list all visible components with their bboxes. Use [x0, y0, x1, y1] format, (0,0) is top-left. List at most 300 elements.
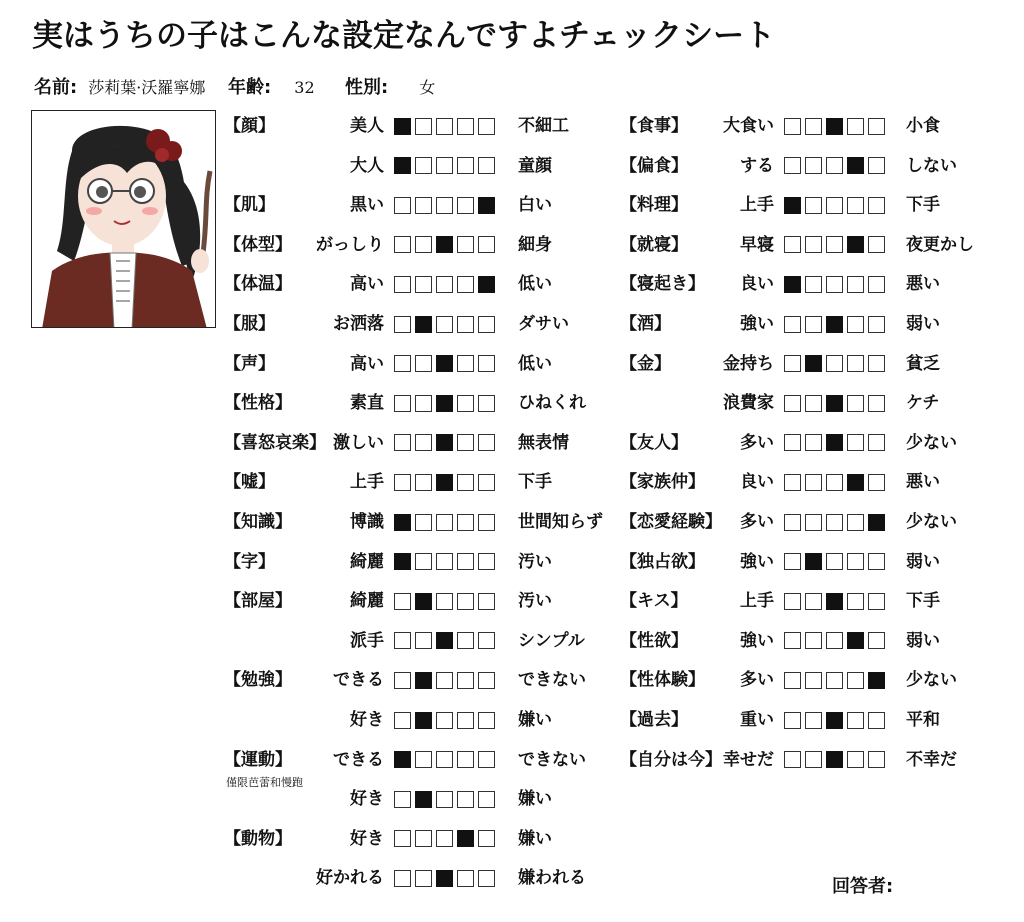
checked-box[interactable]: [394, 118, 411, 135]
sheet-title: 実はうちの子はこんな設定なんですよチェックシート: [32, 18, 776, 54]
category-label: 【性欲】: [620, 630, 688, 651]
category-label: 【運動】: [224, 749, 292, 770]
empty-box[interactable]: [784, 712, 801, 729]
scale-boxes: [784, 110, 885, 142]
checked-box[interactable]: [805, 355, 822, 372]
left-option-label: 素直: [350, 393, 384, 414]
empty-box[interactable]: [868, 474, 885, 491]
checked-box[interactable]: [394, 157, 411, 174]
right-option-label: 悪い: [906, 274, 940, 295]
empty-box[interactable]: [436, 118, 453, 135]
empty-box[interactable]: [436, 830, 453, 847]
left-option-label: 好き: [350, 828, 384, 849]
left-option-label: 良い: [740, 472, 774, 493]
right-option-label: できない: [518, 670, 586, 691]
gender-value: 女: [419, 78, 436, 97]
checked-box[interactable]: [847, 632, 864, 649]
empty-box[interactable]: [457, 791, 474, 808]
empty-box[interactable]: [847, 118, 864, 135]
name-value: 莎莉葉·沃羅寧娜: [88, 78, 206, 97]
empty-box[interactable]: [478, 830, 495, 847]
empty-box[interactable]: [826, 157, 843, 174]
right-option-label: 平和: [906, 710, 940, 730]
empty-box[interactable]: [805, 712, 822, 729]
empty-box[interactable]: [478, 751, 495, 768]
empty-box[interactable]: [784, 514, 801, 531]
checked-box[interactable]: [394, 751, 411, 768]
category-label: 【喜怒哀楽】: [224, 432, 326, 453]
empty-box[interactable]: [394, 236, 411, 253]
empty-box[interactable]: [478, 712, 495, 729]
scale-boxes: [394, 308, 495, 340]
empty-box[interactable]: [826, 474, 843, 491]
left-option-label: 上手: [350, 472, 384, 493]
empty-box[interactable]: [478, 593, 495, 610]
age-value: 32: [294, 78, 315, 97]
empty-box[interactable]: [784, 632, 801, 649]
checked-box[interactable]: [415, 316, 432, 333]
empty-box[interactable]: [805, 672, 822, 689]
empty-box[interactable]: [847, 355, 864, 372]
empty-box[interactable]: [457, 632, 474, 649]
left-option-label: がっしり: [316, 234, 384, 255]
scale-boxes: [394, 189, 495, 221]
left-option-label: 激しい: [333, 432, 384, 453]
empty-box[interactable]: [457, 316, 474, 333]
empty-box[interactable]: [826, 632, 843, 649]
left-option-label: 幸せだ: [723, 749, 774, 770]
right-option-label: ダサい: [518, 314, 569, 334]
age-label: 年齢:: [228, 77, 272, 98]
right-option-label: 世間知らず: [518, 512, 603, 532]
empty-box[interactable]: [457, 870, 474, 887]
scale-boxes: [394, 348, 495, 380]
empty-box[interactable]: [868, 316, 885, 333]
empty-box[interactable]: [394, 474, 411, 491]
category-label: 【金】: [620, 353, 671, 374]
empty-box[interactable]: [394, 355, 411, 372]
scale-boxes: [394, 150, 495, 182]
left-option-label: 多い: [740, 432, 774, 453]
empty-box[interactable]: [457, 593, 474, 610]
left-option-label: 金持ち: [723, 353, 774, 374]
left-option-label: 綺麗: [350, 551, 384, 572]
checked-box[interactable]: [394, 514, 411, 531]
empty-box[interactable]: [805, 593, 822, 610]
checked-box[interactable]: [826, 593, 843, 610]
left-option-label: 博識: [350, 512, 384, 532]
empty-box[interactable]: [436, 276, 453, 293]
left-option-label: 上手: [740, 591, 774, 612]
right-option-label: 無表情: [518, 432, 569, 453]
scale-boxes: [394, 625, 495, 657]
empty-box[interactable]: [436, 157, 453, 174]
empty-box[interactable]: [826, 553, 843, 570]
category-label: 【体型】: [224, 234, 292, 255]
empty-box[interactable]: [784, 395, 801, 412]
empty-box[interactable]: [415, 118, 432, 135]
checked-box[interactable]: [784, 276, 801, 293]
empty-box[interactable]: [457, 751, 474, 768]
left-option-label: 派手: [350, 630, 384, 651]
empty-box[interactable]: [436, 712, 453, 729]
scale-boxes: [784, 546, 885, 578]
empty-box[interactable]: [868, 553, 885, 570]
checked-box[interactable]: [868, 672, 885, 689]
category-label: 【寝起き】: [620, 274, 705, 295]
empty-box[interactable]: [394, 791, 411, 808]
name-label: 名前:: [34, 77, 78, 98]
empty-box[interactable]: [415, 395, 432, 412]
empty-box[interactable]: [805, 276, 822, 293]
right-option-label: 少ない: [906, 512, 957, 532]
left-option-label: 好き: [350, 710, 384, 730]
empty-box[interactable]: [415, 474, 432, 491]
gender-label: 性別:: [345, 77, 389, 98]
empty-box[interactable]: [436, 751, 453, 768]
scale-boxes: [784, 229, 885, 261]
empty-box[interactable]: [868, 355, 885, 372]
empty-box[interactable]: [478, 395, 495, 412]
scale-boxes: [394, 862, 495, 894]
empty-box[interactable]: [457, 553, 474, 570]
empty-box[interactable]: [436, 316, 453, 333]
left-option-label: 重い: [740, 710, 774, 730]
empty-box[interactable]: [415, 751, 432, 768]
empty-box[interactable]: [394, 593, 411, 610]
checked-box[interactable]: [805, 553, 822, 570]
empty-box[interactable]: [826, 672, 843, 689]
right-option-label: 不細工: [518, 116, 569, 136]
empty-box[interactable]: [868, 434, 885, 451]
checked-box[interactable]: [436, 632, 453, 649]
empty-box[interactable]: [784, 355, 801, 372]
empty-box[interactable]: [478, 236, 495, 253]
left-option-label: 強い: [740, 630, 774, 651]
checked-box[interactable]: [436, 474, 453, 491]
empty-box[interactable]: [868, 751, 885, 768]
empty-box[interactable]: [868, 197, 885, 214]
category-label: 【家族仲】: [620, 472, 705, 493]
empty-box[interactable]: [478, 355, 495, 372]
left-option-label: 美人: [350, 116, 384, 136]
scale-boxes: [784, 387, 885, 419]
empty-box[interactable]: [805, 751, 822, 768]
scale-boxes: [784, 704, 885, 736]
right-option-label: 少ない: [906, 432, 957, 453]
empty-box[interactable]: [805, 434, 822, 451]
checked-box[interactable]: [847, 236, 864, 253]
scale-boxes: [784, 744, 885, 776]
empty-box[interactable]: [868, 593, 885, 610]
scale-boxes: [784, 506, 885, 538]
checked-box[interactable]: [826, 712, 843, 729]
empty-box[interactable]: [847, 593, 864, 610]
empty-box[interactable]: [436, 791, 453, 808]
empty-box[interactable]: [394, 672, 411, 689]
empty-box[interactable]: [784, 672, 801, 689]
empty-box[interactable]: [847, 316, 864, 333]
scale-boxes: [784, 664, 885, 696]
empty-box[interactable]: [826, 236, 843, 253]
scale-boxes: [784, 585, 885, 617]
right-option-label: 白い: [518, 195, 552, 216]
empty-box[interactable]: [847, 553, 864, 570]
checked-box[interactable]: [436, 355, 453, 372]
empty-box[interactable]: [457, 276, 474, 293]
empty-box[interactable]: [415, 157, 432, 174]
checked-box[interactable]: [436, 434, 453, 451]
right-option-label: 弱い: [906, 551, 940, 572]
empty-box[interactable]: [478, 118, 495, 135]
empty-box[interactable]: [847, 751, 864, 768]
empty-box[interactable]: [847, 712, 864, 729]
empty-box[interactable]: [478, 791, 495, 808]
empty-box[interactable]: [847, 276, 864, 293]
scale-boxes: [394, 546, 495, 578]
empty-box[interactable]: [457, 236, 474, 253]
empty-box[interactable]: [457, 672, 474, 689]
scale-boxes: [784, 625, 885, 657]
right-option-label: 下手: [906, 195, 940, 216]
scale-boxes: [394, 585, 495, 617]
empty-box[interactable]: [415, 553, 432, 570]
empty-box[interactable]: [784, 316, 801, 333]
category-label: 【過去】: [620, 710, 688, 730]
right-option-label: 弱い: [906, 314, 940, 334]
category-label: 【キス】: [620, 591, 688, 612]
checked-box[interactable]: [415, 672, 432, 689]
empty-box[interactable]: [478, 553, 495, 570]
empty-box[interactable]: [784, 434, 801, 451]
checked-box[interactable]: [436, 236, 453, 253]
category-label: 【知識】: [224, 512, 292, 532]
left-option-label: 上手: [740, 195, 774, 216]
empty-box[interactable]: [868, 395, 885, 412]
left-option-label: 高い: [350, 274, 384, 295]
empty-box[interactable]: [784, 474, 801, 491]
left-option-label: 良い: [740, 274, 774, 295]
empty-box[interactable]: [394, 197, 411, 214]
empty-box[interactable]: [457, 474, 474, 491]
checked-box[interactable]: [847, 157, 864, 174]
checked-box[interactable]: [868, 514, 885, 531]
empty-box[interactable]: [394, 434, 411, 451]
category-label: 【性体験】: [620, 670, 705, 691]
empty-box[interactable]: [415, 276, 432, 293]
empty-box[interactable]: [394, 632, 411, 649]
empty-box[interactable]: [805, 118, 822, 135]
scale-boxes: [784, 189, 885, 221]
empty-box[interactable]: [784, 593, 801, 610]
empty-box[interactable]: [457, 434, 474, 451]
empty-box[interactable]: [805, 395, 822, 412]
empty-box[interactable]: [805, 236, 822, 253]
empty-box[interactable]: [868, 118, 885, 135]
category-label: 【顔】: [224, 116, 275, 136]
empty-box[interactable]: [784, 553, 801, 570]
empty-box[interactable]: [457, 197, 474, 214]
category-label: 【声】: [224, 353, 275, 374]
empty-box[interactable]: [478, 672, 495, 689]
checked-box[interactable]: [436, 395, 453, 412]
age-field: [228, 74, 315, 102]
right-option-label: 汚い: [518, 591, 552, 612]
empty-box[interactable]: [478, 157, 495, 174]
empty-box[interactable]: [805, 157, 822, 174]
scale-boxes: [394, 387, 495, 419]
empty-box[interactable]: [478, 870, 495, 887]
empty-box[interactable]: [826, 197, 843, 214]
left-option-label: する: [740, 155, 774, 176]
empty-box[interactable]: [394, 276, 411, 293]
checked-box[interactable]: [826, 395, 843, 412]
character-portrait: [31, 110, 216, 328]
right-option-label: 低い: [518, 353, 552, 374]
scale-boxes: [784, 268, 885, 300]
empty-box[interactable]: [457, 712, 474, 729]
category-label: 【勉強】: [224, 670, 292, 691]
empty-box[interactable]: [847, 434, 864, 451]
category-label: 【料理】: [620, 195, 688, 216]
right-option-label: 夜更かし: [906, 234, 974, 255]
empty-box[interactable]: [805, 197, 822, 214]
empty-box[interactable]: [415, 514, 432, 531]
checked-box[interactable]: [436, 870, 453, 887]
answerer-label: 回答者:: [832, 876, 894, 897]
empty-box[interactable]: [394, 870, 411, 887]
empty-box[interactable]: [805, 632, 822, 649]
scale-boxes: [784, 150, 885, 182]
gender-field: [345, 74, 435, 102]
scale-boxes: [394, 268, 495, 300]
checked-box[interactable]: [394, 553, 411, 570]
left-option-label: 強い: [740, 314, 774, 334]
scale-boxes: [394, 110, 495, 142]
checked-box[interactable]: [478, 197, 495, 214]
category-label: 【食事】: [620, 116, 688, 136]
category-label: 【字】: [224, 551, 275, 572]
scale-boxes: [784, 348, 885, 380]
empty-box[interactable]: [826, 355, 843, 372]
empty-box[interactable]: [457, 395, 474, 412]
empty-box[interactable]: [415, 355, 432, 372]
scale-boxes: [394, 466, 495, 498]
scale-boxes: [784, 427, 885, 459]
checked-box[interactable]: [478, 276, 495, 293]
checked-box[interactable]: [826, 118, 843, 135]
empty-box[interactable]: [826, 514, 843, 531]
empty-box[interactable]: [394, 395, 411, 412]
checked-box[interactable]: [847, 474, 864, 491]
checked-box[interactable]: [826, 751, 843, 768]
category-label: 【部屋】: [224, 591, 292, 612]
empty-box[interactable]: [868, 276, 885, 293]
empty-box[interactable]: [415, 830, 432, 847]
empty-box[interactable]: [784, 751, 801, 768]
scale-boxes: [394, 704, 495, 736]
left-option-label: 黒い: [350, 195, 384, 216]
empty-box[interactable]: [847, 672, 864, 689]
empty-box[interactable]: [784, 236, 801, 253]
scale-boxes: [784, 308, 885, 340]
scale-boxes: [394, 783, 495, 815]
left-option-label: お洒落: [333, 314, 384, 334]
category-label: 【体温】: [224, 274, 292, 295]
right-option-label: できない: [518, 749, 586, 770]
right-option-label: 嫌い: [518, 789, 552, 810]
name-field: [34, 74, 205, 102]
empty-box[interactable]: [805, 474, 822, 491]
right-option-label: 小食: [906, 116, 940, 136]
checked-box[interactable]: [826, 434, 843, 451]
right-option-label: しない: [906, 155, 957, 176]
empty-box[interactable]: [415, 434, 432, 451]
empty-box[interactable]: [415, 870, 432, 887]
empty-box[interactable]: [436, 672, 453, 689]
empty-box[interactable]: [436, 514, 453, 531]
empty-box[interactable]: [457, 157, 474, 174]
empty-box[interactable]: [847, 197, 864, 214]
empty-box[interactable]: [868, 712, 885, 729]
empty-box[interactable]: [457, 118, 474, 135]
empty-box[interactable]: [415, 197, 432, 214]
scale-boxes: [394, 664, 495, 696]
empty-box[interactable]: [415, 632, 432, 649]
empty-box[interactable]: [868, 236, 885, 253]
right-option-label: 童顔: [518, 155, 552, 176]
empty-box[interactable]: [784, 118, 801, 135]
empty-box[interactable]: [826, 276, 843, 293]
checked-box[interactable]: [784, 197, 801, 214]
empty-box[interactable]: [805, 316, 822, 333]
empty-box[interactable]: [868, 632, 885, 649]
checked-box[interactable]: [457, 830, 474, 847]
right-option-label: 悪い: [906, 472, 940, 493]
empty-box[interactable]: [436, 197, 453, 214]
right-option-label: ひねくれ: [518, 393, 586, 414]
empty-box[interactable]: [478, 474, 495, 491]
right-option-label: 嫌われる: [518, 868, 586, 889]
empty-box[interactable]: [394, 712, 411, 729]
empty-box[interactable]: [478, 316, 495, 333]
empty-box[interactable]: [478, 632, 495, 649]
left-option-label: 大食い: [723, 116, 774, 136]
empty-box[interactable]: [415, 236, 432, 253]
empty-box[interactable]: [457, 355, 474, 372]
empty-box[interactable]: [436, 593, 453, 610]
empty-box[interactable]: [805, 514, 822, 531]
left-option-label: できる: [333, 749, 384, 770]
checked-box[interactable]: [415, 791, 432, 808]
empty-box[interactable]: [394, 830, 411, 847]
checked-box[interactable]: [415, 593, 432, 610]
category-label: 【嘘】: [224, 472, 275, 493]
empty-box[interactable]: [457, 514, 474, 531]
empty-box[interactable]: [478, 434, 495, 451]
category-label: 【独占欲】: [620, 551, 705, 572]
empty-box[interactable]: [394, 316, 411, 333]
empty-box[interactable]: [847, 395, 864, 412]
empty-box[interactable]: [436, 553, 453, 570]
left-option-label: 早寝: [740, 234, 774, 255]
checked-box[interactable]: [826, 316, 843, 333]
empty-box[interactable]: [478, 514, 495, 531]
checked-box[interactable]: [415, 712, 432, 729]
empty-box[interactable]: [847, 514, 864, 531]
empty-box[interactable]: [868, 157, 885, 174]
empty-box[interactable]: [784, 157, 801, 174]
